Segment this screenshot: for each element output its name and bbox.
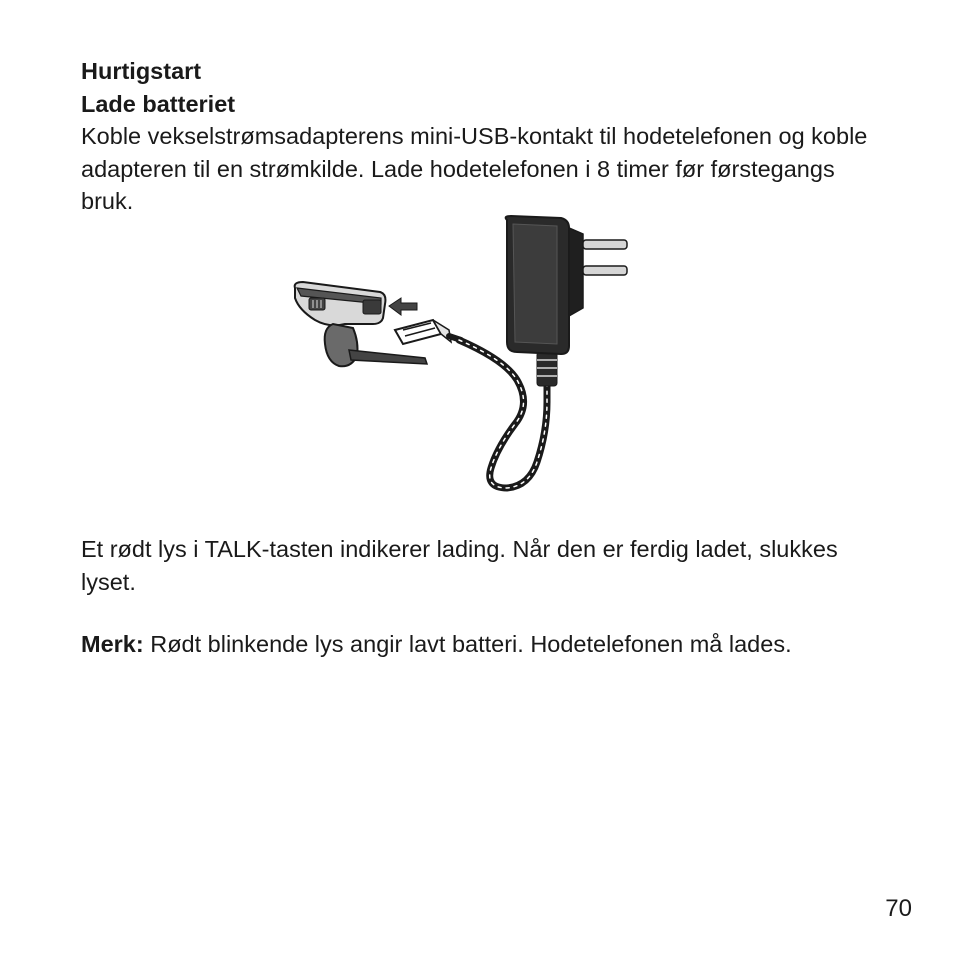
note-text: Rødt blinkende lys angir lavt batteri. Hodetelefonen må lades. [143,631,792,657]
charging-text-block [81,533,881,598]
arrow-icon [389,298,417,315]
cable-icon [459,340,557,488]
charging-illustration [285,212,645,497]
power-adapter-icon [506,216,627,354]
charging-paragraph: Et rødt lys i TALK-tasten indikerer lading. Når den er ferdig ladet, slukkes lyset. [81,536,838,595]
section-title: Hurtigstart [81,58,202,84]
note-paragraph [81,628,821,661]
subsection-title: Lade batteriet [81,90,236,117]
note-label: Merk: [81,631,144,657]
intro-paragraph: Koble vekselstrømsadapterens mini-USB-kontakt til hodetelefonen og koble adapteren til en strømkilde. Lade hodetelefonen i 8 timer før førstegangs bruk. [81,123,868,214]
page-number: 70 [885,895,912,922]
note-text-block [81,628,881,661]
headset-icon [295,282,427,366]
usb-connector-icon [395,320,461,344]
top-text-block [81,55,881,218]
